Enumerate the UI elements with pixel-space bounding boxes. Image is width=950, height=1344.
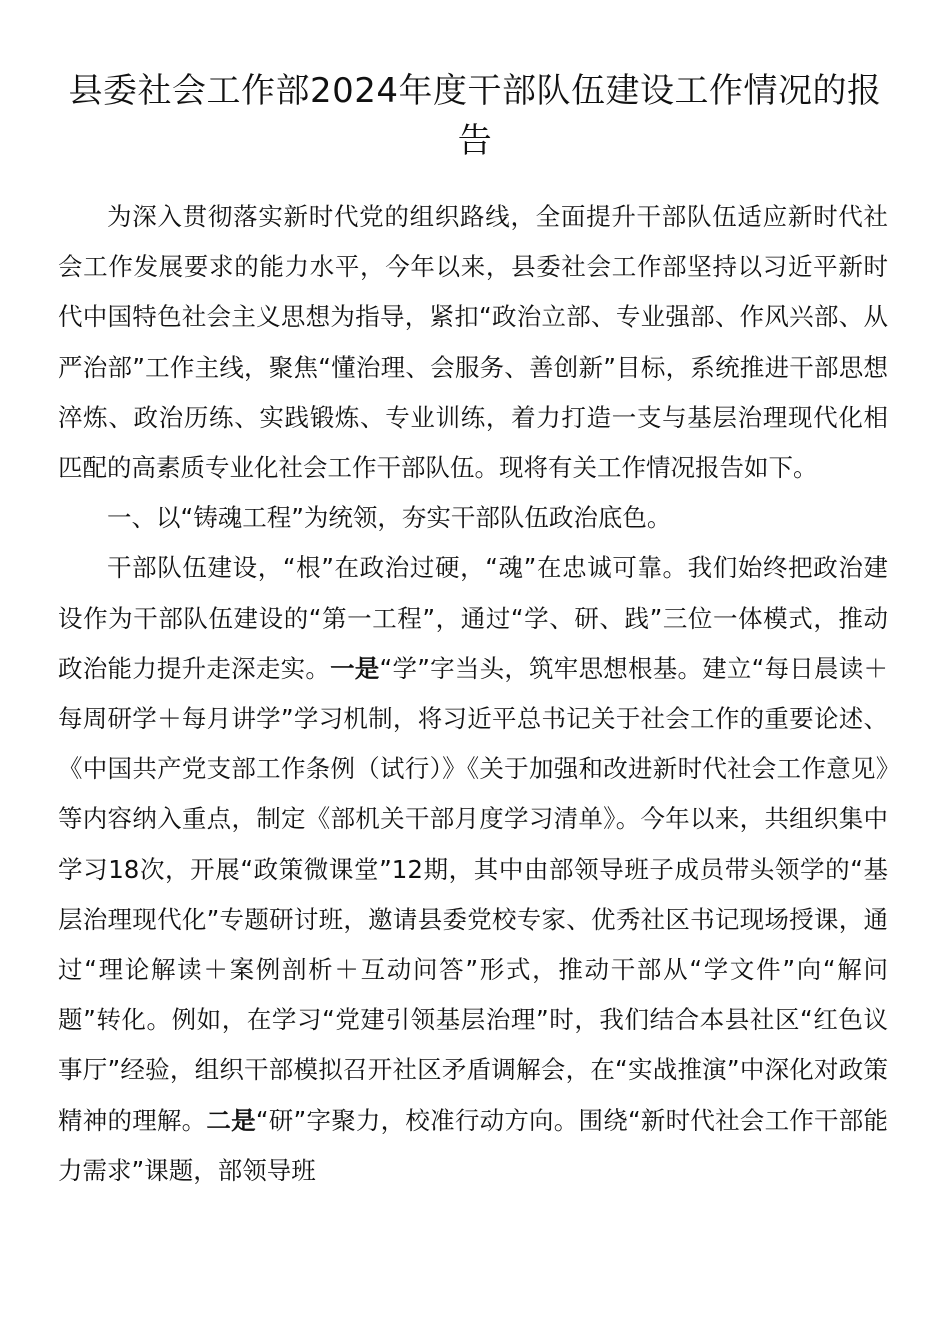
paragraph-text: 干部队伍建设，“根”在政治过硬，“魂”在忠诚可靠。我们始终把政治建设作为干部队伍建设的“第一工程”，通过“学、研、践”三位一体模式，推动政治能力提升走深走实。 <box>58 553 888 683</box>
intro-paragraph: 为深入贯彻落实新时代党的组织路线，全面提升干部队伍适应新时代社会工作发展要求的能力水平，今年以来，县委社会工作部坚持以习近平新时代中国特色社会主义思想为指导，紧扣“政治立部、专业强部、作风兴部、从严治部”工作主线，聚焦“懂治理、会服务、善创新”目标，系统推进干部思想淬炼、政治历练、实践锻炼、专业训练，着力打造一支与基层治理现代化相匹配的高素质专业化社会工作干部队伍。现将有关工作情况报告如下。 <box>58 202 888 483</box>
emphasis-label: 二是 <box>206 1105 256 1135</box>
paragraph-text: “学”字当头，筑牢思想根基。建立“每日晨读＋每周研学＋每月讲学”学习机制，将习近平总书记关于社会工作的重要论述、《中国共产党支部工作条例（试行）》《关于加强和改进新时代社会工作意见》等内容纳入重点，制定《部机关干部月度学习清单》。今年以来，共组织集中学习18次，开展“政策微课堂”12期，其中由部领导班子成员带头领学的“基层治理现代化”专题研讨班，邀请县委党校专家、优秀社区书记现场授课，通过“理论解读＋案例剖析＋互动问答”形式，推动干部从“学文件”向“解问题”转化。例如，在学习“党建引领基层治理”时，我们结合本县社区“红色议事厅”经验，组织干部模拟召开社区矛盾调解会，在“实战推演”中深化对政策精神的理解。 <box>58 653 889 1135</box>
paragraph-text: “研”字聚力，校准行动方向。围绕“新时代社会工作干部能力需求”课题，部领导班 <box>58 1105 889 1185</box>
document-title: 县委社会工作部2024年度干部队伍建设工作情况的报告 <box>68 71 882 161</box>
emphasis-label: 一是 <box>330 653 380 683</box>
section-heading: 一、以“铸魂工程”为统领，夯实干部队伍政治底色。 <box>107 503 672 533</box>
document-body <box>58 192 888 1196</box>
body-paragraph <box>58 543 888 1196</box>
